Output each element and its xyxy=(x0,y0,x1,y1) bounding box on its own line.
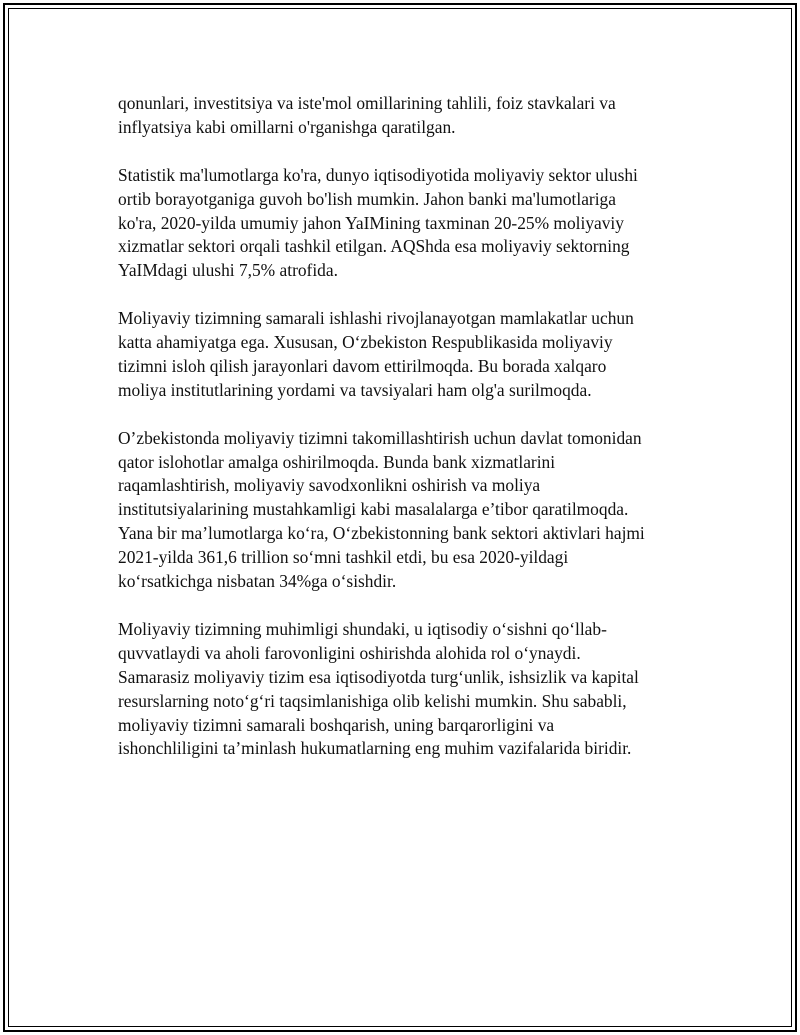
paragraph: Statistik ma'lumotlarga ko'ra, dunyo iqtisodiyotida moliyaviy sektor ulushi ortib borayotganiga guvoh bo'lish mumkin. Jahon banki ma'lumotlariga ko'ra, 2020-yilda umumiy jahon YaIMining taxminan 20-25% moliyaviy xizmatlar sektori orqali tashkil etilgan. AQShda esa moliyaviy sektorning YaIMdagi ulushi 7,5% atrofida. xyxy=(118,164,638,281)
paragraph: Moliyaviy tizimning muhimligi shundaki, u iqtisodiy o‘sishni qo‘llab- quvvatlaydi va aholi farovonligini oshirishda alohida rol o‘ynaydi. Samarasiz moliyaviy tizim esa iqtisodiyotda turg‘unlik, ishsizlik va kapital resurslarning noto‘g‘ri taqsimlanishiga olib kelishi mumkin. Shu sababli, moliyaviy tizimni samarali boshqarish, uning barqarorligini va ishonchliligini ta’minlash hukumatlarning eng muhim vazifalarida biridir. xyxy=(118,618,639,759)
document-body xyxy=(118,92,688,785)
paragraph: O’zbekistonda moliyaviy tizimni takomillashtirish uchun davlat tomonidan qator islohotlar amalga oshirilmoqda. Bunda bank xizmatlarini raqamlashtirish, moliyaviy savodxonlikni oshirish va moliya institutsiyalarining mustahkamligi kabi masalalarga e’tibor qaratilmoqda. Yana bir ma’lumotlarga ko‘ra, O‘zbekistonning bank sektori aktivlari hajmi 2021-yilda 361,6 trillion so‘mni tashkil etdi, bu esa 2020-yildagi ko‘rsatkichga nisbatan 34%ga o‘sishdir. xyxy=(118,427,645,592)
paragraph: qonunlari, investitsiya va iste'mol omillarining tahlili, foiz stavkalari va inflyatsiya kabi omillarni o'rganishga qaratilgan. xyxy=(118,93,616,137)
paragraph: Moliyaviy tizimning samarali ishlashi rivojlanayotgan mamlakatlar uchun katta ahamiyatga ega. Xususan, O‘zbekiston Respublikasida moliyaviy tizimni isloh qilish jarayonlari davom ettirilmoqda. Bu borada xalqaro moliya institutlarining yordami va tavsiyalari ham olg'a surilmoqda. xyxy=(118,308,634,400)
